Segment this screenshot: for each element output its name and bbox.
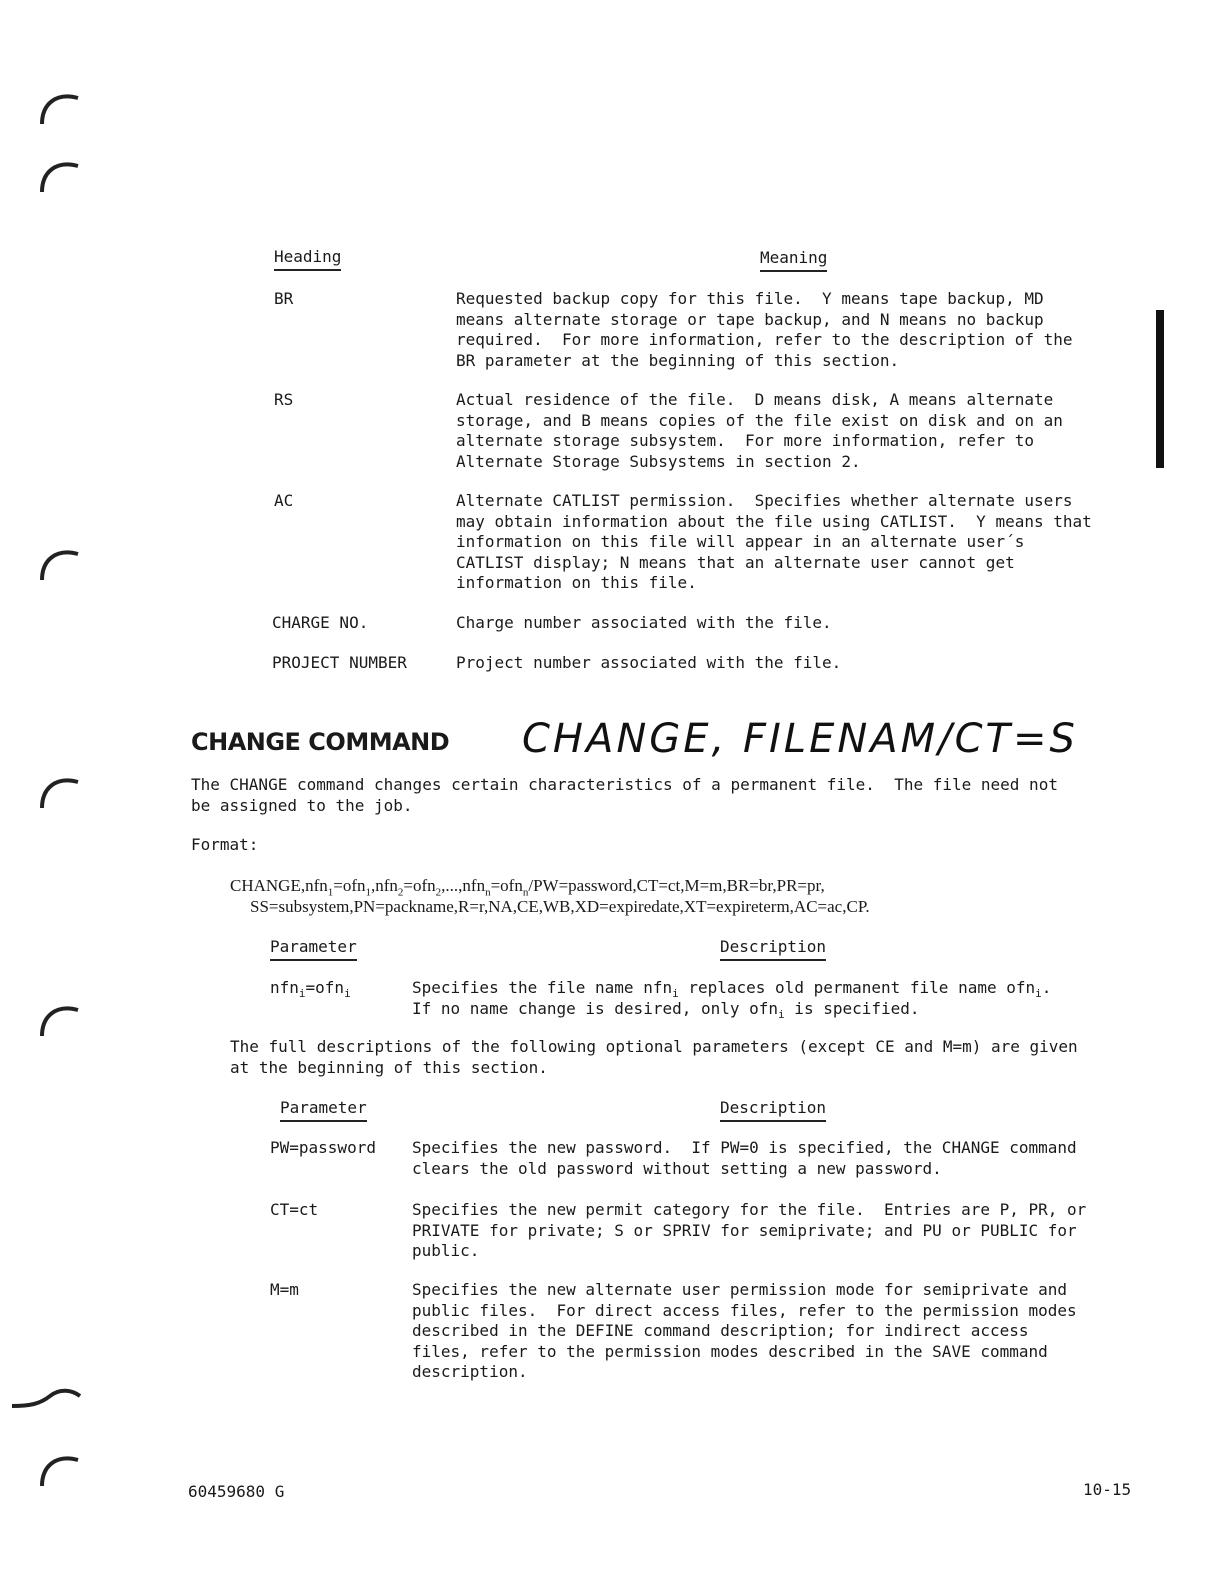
meaning-project-number: Project number associated with the file.	[456, 653, 842, 672]
col-header-heading: Heading	[274, 247, 341, 271]
meaning-br: Requested backup copy for this file. Y means tape backup, MD means alternate storage or tape backup, and N means no backup required. For more information, refer to the description of the BR parameter at the beginning of this section.	[456, 289, 1073, 370]
format-syntax-line1: CHANGE,nfn$_1$=ofn$_1$,nfn$_2$=ofn$_2$,...,nfn$_n$=ofn$_n$/PW=password,CT=ct,M=m,BR=br,PR=pr,	[230, 876, 825, 899]
term-ac: AC	[274, 491, 294, 510]
t3-param-ct: CT=ct	[270, 1200, 319, 1219]
binder-hole-mark	[34, 540, 84, 590]
change-bar	[1156, 310, 1164, 468]
t3-desc-m: Specifies the new alternate user permission mode for semiprivate and public files. For direct access files, refer to the permission modes described in the DEFINE command description; for indirect access files, refer to the permission modes described in the SAVE command description.	[412, 1280, 1077, 1381]
t2-desc: Specifies the file name nfn$_i$ replaces old permanent file name ofn$_i$. If no name change is desired, only ofn$_i$ is specified.	[412, 978, 1052, 1021]
t3-desc-ct: Specifies the new permit category for the file. Entries are P, PR, or PRIVATE for private; S or SPRIV for semiprivate; and PU or PUBLIC for public.	[412, 1200, 1087, 1260]
col-header-meaning: Meaning	[760, 248, 827, 272]
section-title: CHANGE COMMAND	[191, 728, 450, 756]
binder-hole-mark	[34, 84, 84, 134]
footer-page-number: 10-15	[1083, 1480, 1132, 1499]
t3-col-parameter: Parameter	[280, 1098, 367, 1122]
format-label: Format:	[191, 835, 259, 854]
t2-col-description: Description	[720, 937, 826, 961]
term-rs: RS	[274, 390, 294, 409]
t3-param-pw: PW=password	[270, 1138, 376, 1157]
meaning-ac: Alternate CATLIST permission. Specifies whether alternate users may obtain information about the file using CATLIST. Y means that information on this file will appear in an alternate user´s CATLIST display; N means that an alternate user cannot get information on this file.	[456, 491, 1092, 592]
binder-hole-mark	[34, 996, 84, 1046]
t2-col-parameter: Parameter	[270, 937, 357, 961]
intro-paragraph: The CHANGE command changes certain characteristics of a permanent file. The file need not be assigned to the job.	[191, 775, 1058, 815]
binder-hole-mark	[34, 768, 84, 818]
handwritten-note: CHANGE, FILENAM/CT=S	[522, 716, 1078, 762]
t3-desc-pw: Specifies the new password. If PW=0 is specified, the CHANGE command clears the old password without setting a new password.	[412, 1138, 1077, 1178]
t3-param-m: M=m	[270, 1280, 299, 1299]
optional-params-note: The full descriptions of the following optional parameters (except CE and M=m) are given at the beginning of this section.	[230, 1037, 1078, 1077]
term-br: BR	[274, 289, 294, 308]
t3-col-description: Description	[720, 1098, 826, 1122]
term-project-number: PROJECT NUMBER	[272, 653, 407, 672]
format-syntax-line2: SS=subsystem,PN=packname,R=r,NA,CE,WB,XD=expiredate,XT=expireterm,AC=ac,CP.	[250, 897, 870, 916]
term-charge-no: CHARGE NO.	[272, 613, 369, 632]
t2-param: nfn$_i$=ofn$_i$	[270, 978, 351, 1001]
binder-hole-mark	[34, 1446, 84, 1496]
binder-hole-mark	[10, 1380, 84, 1430]
binder-hole-mark	[34, 152, 84, 202]
meaning-charge-no: Charge number associated with the file.	[456, 613, 832, 632]
footer-doc-number: 60459680 G	[188, 1482, 285, 1501]
meaning-rs: Actual residence of the file. D means disk, A means alternate storage, and B means copies of the file exist on disk and on an alternate storage subsystem. For more information, refer to Alternate Storage Subsystems in section 2.	[456, 390, 1063, 471]
